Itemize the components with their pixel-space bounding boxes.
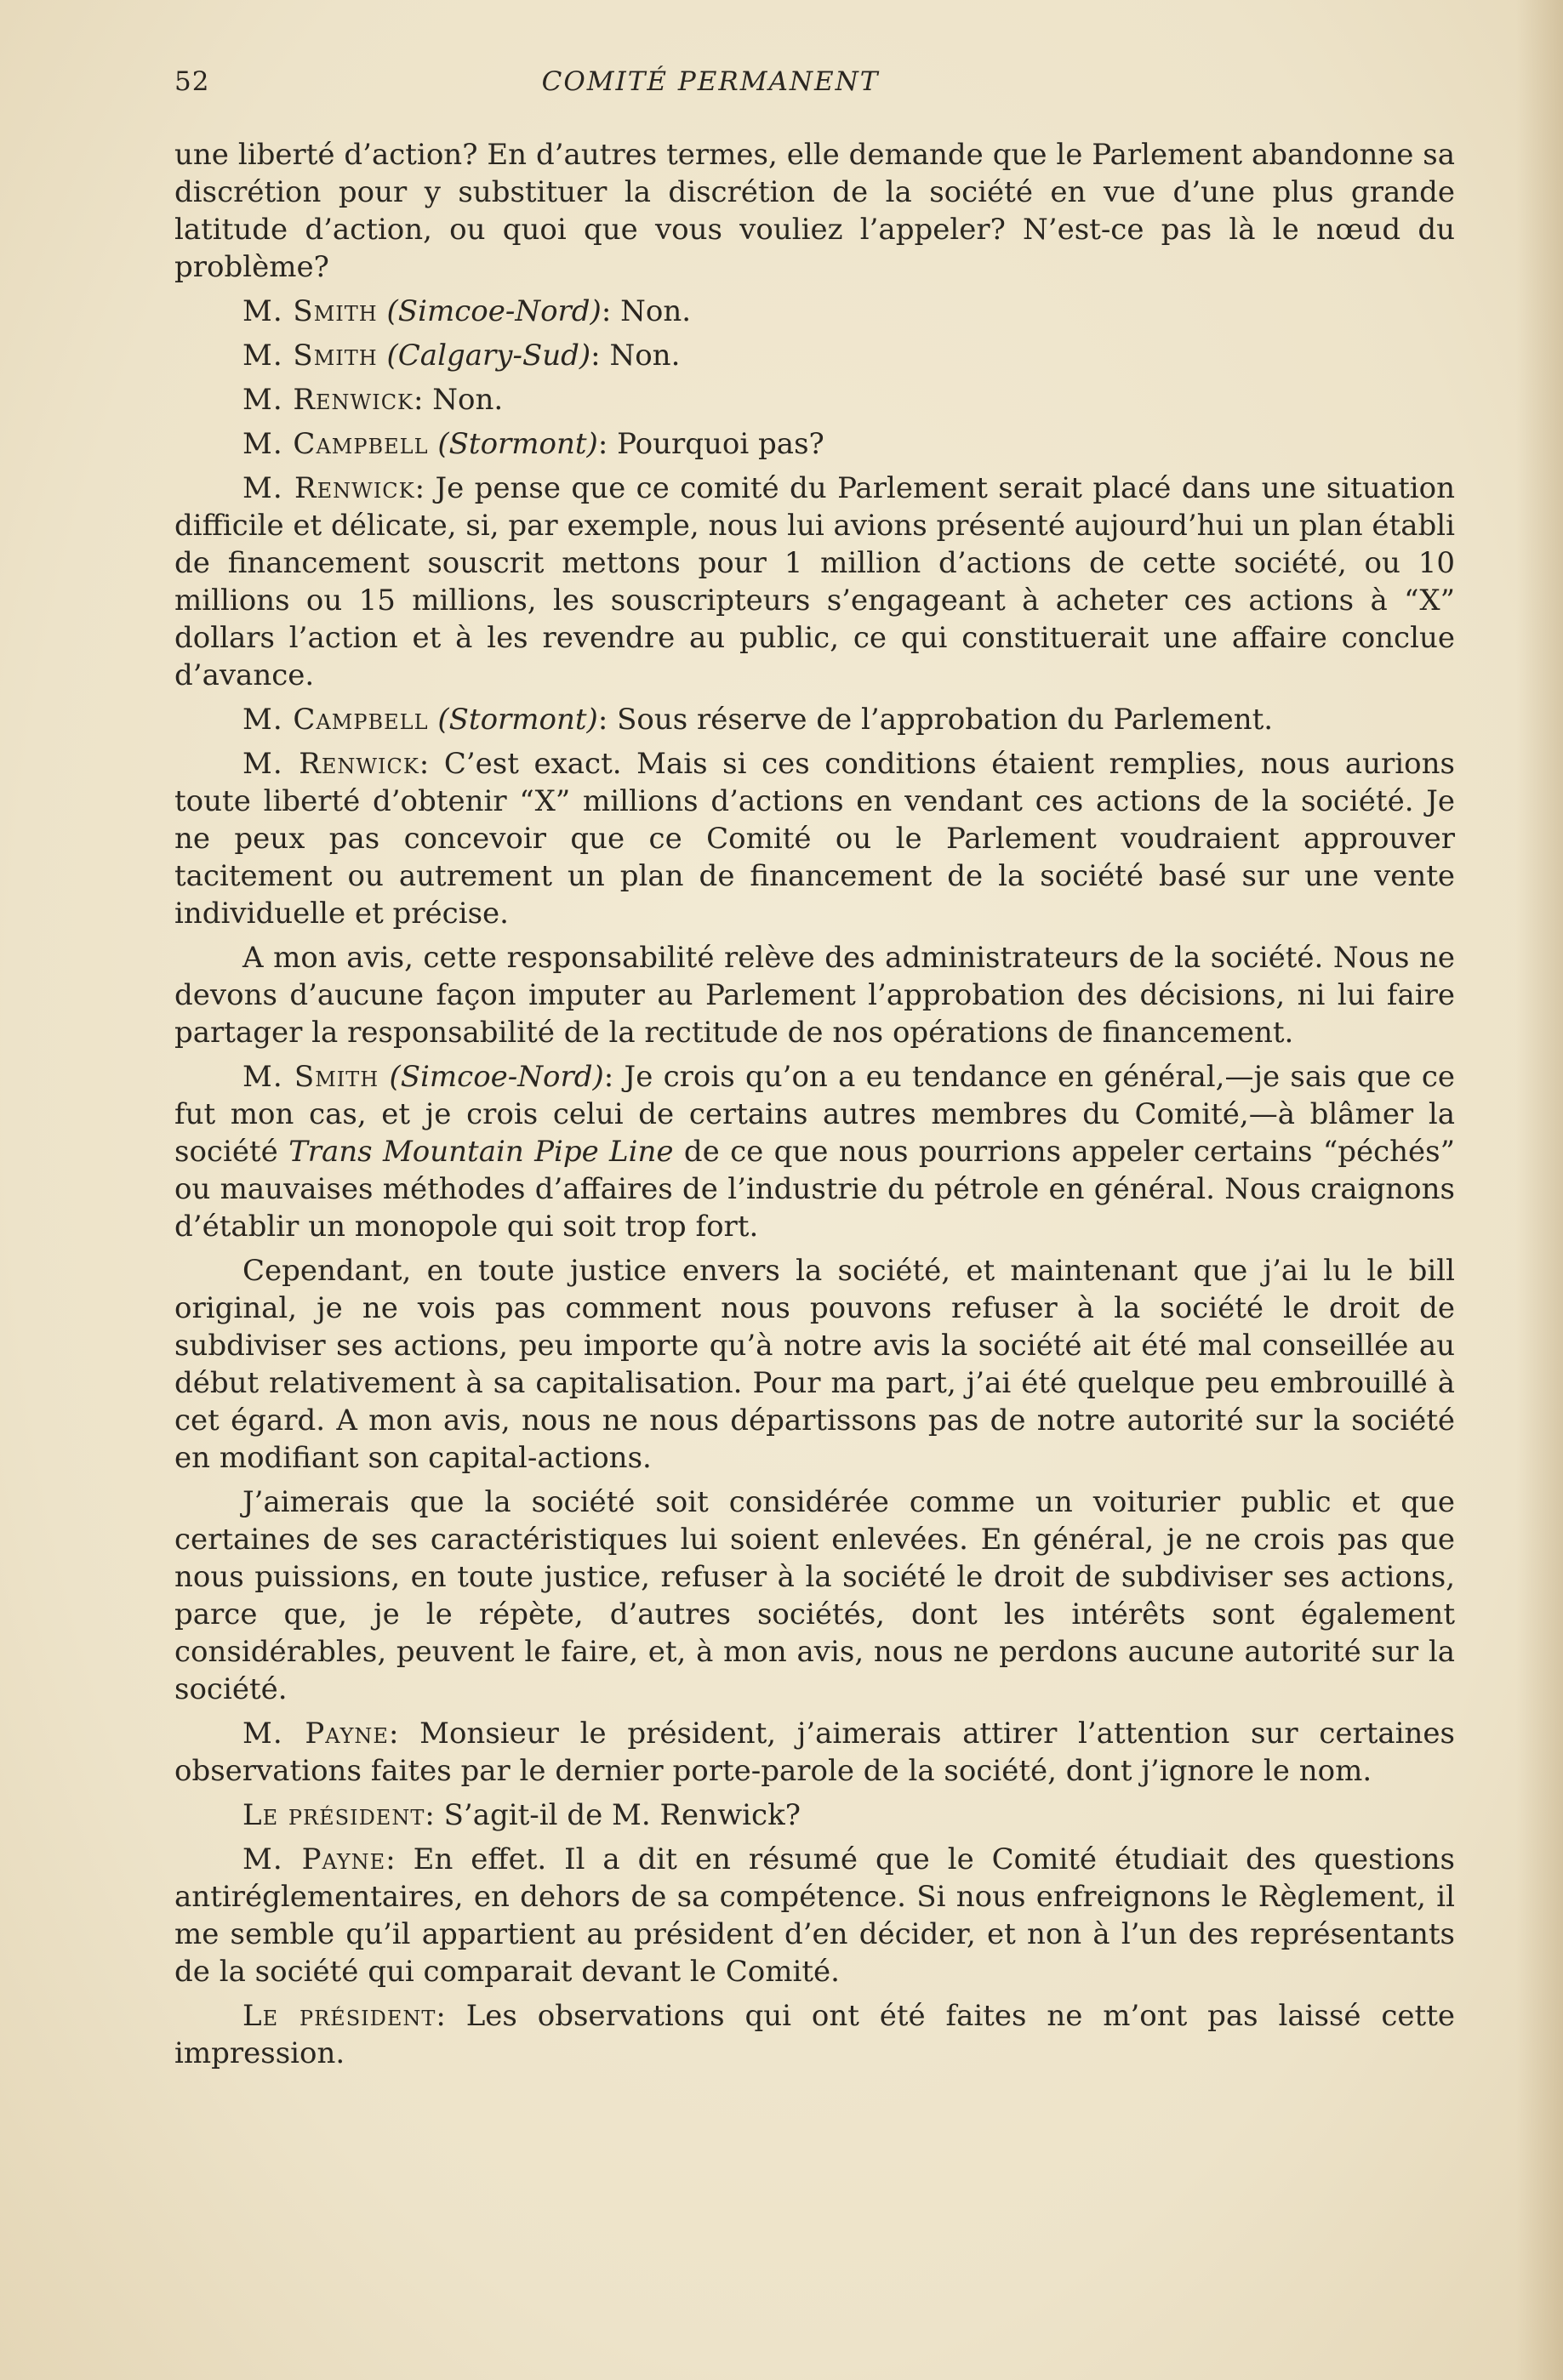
speaker-paragraph <box>174 1058 1455 1245</box>
speaker-colon: : <box>414 471 425 505</box>
speaker-name: M. Campbell <box>242 703 429 737</box>
speaker-name: M. Payne <box>242 1842 386 1876</box>
speaker-paragraph <box>174 293 1455 330</box>
paragraph-text: Je crois qu’on a eu tendance en général,—je sais que ce fut mon cas, et je crois celui de certains autres membres du Comité,—à blâmer la société <box>174 1060 1455 1169</box>
paragraph-text: J’aimerais que la société soit considérée comme un voiturier public et que certaines de ses caractéristiques lui soient enlevées. En général, je ne crois pas que nous puissions, en toute justice, refuser à la société le droit de subdiviser ses actions, parce que, je le répète, d’autres sociétés, dont les intérêts sont également considérables, peuvent le faire, et, à mon avis, nous ne perdons aucune autorité sur la société. <box>174 1485 1455 1706</box>
speaker-colon: : <box>388 1717 399 1751</box>
speaker-name: M. Renwick <box>242 471 415 505</box>
speaker-name: M. Renwick <box>242 747 419 781</box>
paragraph <box>174 1252 1455 1477</box>
speaker-name: M. Payne <box>242 1717 389 1751</box>
paragraph-text: Sous réserve de l’approbation du Parlement. <box>608 703 1274 737</box>
company-name: Trans Mountain Pipe Line <box>288 1135 674 1169</box>
speaker-paragraph <box>174 1841 1455 1990</box>
running-head: COMITÉ PERMANENT <box>541 66 880 97</box>
paragraph <box>174 939 1455 1051</box>
paragraph-text: Cependant, en toute justice envers la société, et maintenant que j’ai lu le bill original, je ne vois pas comment nous pouvons refuser à la société le droit de subdiviser ses actions, peu importe qu’à notre avis la société ait été mal conseillée au début relativement à sa capitalisation. Pour ma part, j’ai été quelque peu embrouillé à cet égard. A mon avis, nous ne nous départissons pas de notre autorité sur la société en modifiant son capital-actions. <box>174 1254 1455 1475</box>
speaker-colon: : <box>425 1798 435 1832</box>
paragraph-text: Je pense que ce comité du Parlement serait placé dans une situation difficile et délicate, si, par exemple, nous lui avions présenté aujourd’hui un plan établi de financement souscrit mettons pour 1 million d’actions de cette société, ou 10 millions ou 15 millions, les souscripteurs s’engageant à acheter ces actions à “X” dollars l’action et à les revendre au public, ce qui constituerait une affaire conclue d’avance. <box>174 471 1455 692</box>
paragraph-text: C’est exact. Mais si ces conditions étaient remplies, nous aurions toute liberté d’obtenir “X” millions d’actions en vendant ces actions de la société. Je ne peux pas concevoir que ce Comité ou le Parlement voudraient approuver tacitement ou autrement un plan de financement de la société basé sur une vente individuelle et précise. <box>174 747 1455 931</box>
paragraph-text: Monsieur le président, j’aimerais attirer l’attention sur certaines observations faites par le dernier porte-parole de la société, dont j’ignore le nom. <box>174 1717 1456 1788</box>
speaker-colon: : <box>603 1060 614 1094</box>
paragraph-text: En effet. Il a dit en résumé que le Comité étudiait des questions antiréglementaires, en dehors de sa compétence. Si nous enfreignons le Règlement, il me semble qu’il appartient au président d’en décider, et non à l’un des représentants de la société qui comparait devant le Comité. <box>174 1842 1455 1989</box>
speaker-colon: : <box>597 427 608 461</box>
paragraph-text: Non. <box>423 383 504 417</box>
speaker-paragraph <box>174 470 1455 694</box>
paragraph <box>174 136 1455 286</box>
speaker-colon: : <box>597 703 608 737</box>
body-text <box>174 136 1455 2079</box>
page-edge-shadow <box>1516 0 1563 2380</box>
paragraph-text: Non. <box>611 294 692 328</box>
paragraph-text: de ce que nous pourrions appeler certains “péchés” ou mauvaises méthodes d’affaires de l’industrie du pétrole en général. Nous craignons d’établir un monopole qui soit trop fort. <box>174 1135 1455 1244</box>
speaker-riding: (Stormont) <box>437 427 598 461</box>
speaker-paragraph <box>174 1715 1455 1790</box>
paragraph-text: A mon avis, cette responsabilité relève des administrateurs de la société. Nous ne devons d’aucune façon imputer au Parlement l’approbation des décisions, ni lui faire partager la responsabilité de la rectitude de nos opérations de financement. <box>174 941 1455 1050</box>
speaker-colon: : <box>601 294 612 328</box>
speaker-colon: : <box>436 1999 446 2033</box>
speaker-colon: : <box>414 383 424 417</box>
speaker-riding: (Simcoe-Nord) <box>386 294 602 328</box>
paragraph-text: une liberté d’action? En d’autres termes, elle demande que le Parlement abandonne sa discrétion pour y substituer la discrétion de la société en vue d’une plus grande latitude d’action, ou quoi que vous vouliez l’appeler? N’est-ce pas là le nœud du problème? <box>174 138 1455 284</box>
speaker-name: M. Smith <box>242 294 378 328</box>
speaker-paragraph <box>174 745 1455 932</box>
speaker-riding: (Calgary-Sud) <box>386 339 591 373</box>
speaker-paragraph <box>174 381 1455 418</box>
paragraph-text: S’agit-il de M. Renwick? <box>434 1798 801 1832</box>
paragraph-text: Les observations qui ont été faites ne m’ont pas laissé cette impression. <box>174 1999 1455 2070</box>
speaker-riding: (Simcoe-Nord) <box>389 1060 604 1094</box>
paragraph-text: Pourquoi pas? <box>608 427 824 461</box>
speaker-paragraph <box>174 1997 1455 2072</box>
speaker-name: M. Campbell <box>242 427 429 461</box>
speaker-paragraph <box>174 425 1455 463</box>
paragraph-text: Non. <box>600 339 681 373</box>
speaker-colon: : <box>419 747 430 781</box>
speaker-name: Le président <box>242 1798 425 1832</box>
speaker-name: M. Renwick <box>242 383 414 417</box>
speaker-paragraph <box>174 1796 1455 1834</box>
speaker-colon: : <box>385 1842 396 1876</box>
speaker-riding: (Stormont) <box>437 703 598 737</box>
page-header <box>174 66 1459 109</box>
speaker-name: M. Smith <box>242 339 378 373</box>
speaker-colon: : <box>590 339 601 373</box>
page-number: 52 <box>174 66 210 97</box>
speaker-paragraph <box>174 701 1455 738</box>
speaker-name: Le président <box>242 1999 436 2033</box>
speaker-name: M. Smith <box>242 1060 379 1094</box>
speaker-paragraph <box>174 337 1455 374</box>
paragraph <box>174 1483 1455 1708</box>
